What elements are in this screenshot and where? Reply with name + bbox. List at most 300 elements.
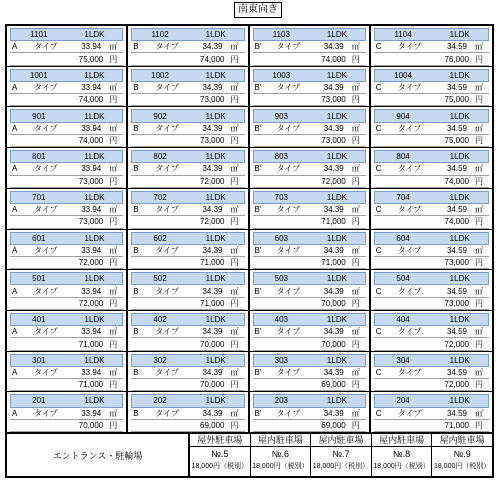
area-unit: ㎡ bbox=[230, 164, 239, 174]
type-code: A bbox=[12, 408, 18, 418]
unit-cell bbox=[371, 392, 492, 432]
room-number: 204 bbox=[396, 396, 410, 406]
type-label: タイプ bbox=[34, 245, 58, 255]
unit-rent-row bbox=[10, 298, 123, 310]
unit-type-row bbox=[10, 285, 123, 297]
area-unit: ㎡ bbox=[230, 205, 239, 215]
layout-type: 1LDK bbox=[326, 111, 347, 121]
rent-amount: 73,000 bbox=[78, 176, 104, 186]
yen-unit: 円 bbox=[351, 135, 360, 145]
room-number: 203 bbox=[274, 396, 288, 406]
unit-rent-row bbox=[131, 53, 244, 65]
type-code: C bbox=[375, 83, 382, 93]
type-label: タイプ bbox=[276, 286, 301, 296]
unit-type-row bbox=[131, 245, 244, 257]
unit-cell bbox=[7, 392, 126, 432]
rent-amount: 74,000 bbox=[321, 54, 346, 64]
type-label: タイプ bbox=[397, 83, 422, 93]
area-unit: ㎡ bbox=[475, 327, 483, 337]
yen-unit: 円 bbox=[475, 380, 483, 390]
area-unit: ㎡ bbox=[351, 205, 360, 215]
unit-rent-row bbox=[10, 135, 123, 147]
parking-space bbox=[311, 434, 372, 476]
room-number: 1101 bbox=[30, 30, 48, 40]
floor-area: 34.59 bbox=[446, 408, 467, 418]
room-number: 401 bbox=[32, 315, 46, 325]
rent-amount: 72,000 bbox=[444, 339, 469, 349]
unit-cell bbox=[128, 107, 247, 148]
rent-amount: 69,000 bbox=[321, 420, 346, 430]
layout-type: 1LDK bbox=[84, 192, 105, 202]
unit-type-row bbox=[374, 123, 489, 135]
unit-type-row bbox=[253, 408, 366, 420]
yen-unit: 円 bbox=[109, 176, 118, 186]
unit-header bbox=[131, 28, 244, 41]
unit-header bbox=[374, 69, 489, 82]
type-code: A bbox=[12, 327, 18, 337]
layout-type: 1LDK bbox=[84, 152, 105, 162]
unit-header bbox=[131, 272, 244, 285]
unit-type-row bbox=[10, 245, 123, 257]
parking-price: 18,000円（税別） bbox=[312, 463, 370, 470]
area-unit: ㎡ bbox=[109, 83, 118, 93]
unit-type-row bbox=[374, 326, 489, 338]
type-code: B' bbox=[254, 83, 262, 93]
floor-area: 33.94 bbox=[81, 245, 102, 255]
room-number: 402 bbox=[153, 315, 167, 325]
type-label: タイプ bbox=[155, 408, 179, 418]
floor-area: 34.59 bbox=[446, 164, 467, 174]
unit-cell bbox=[7, 270, 126, 311]
type-label: タイプ bbox=[397, 408, 422, 418]
floor-area: 34.39 bbox=[323, 245, 344, 255]
layout-type: 1LDK bbox=[449, 192, 470, 202]
yen-unit: 円 bbox=[475, 217, 483, 227]
unit-header bbox=[10, 354, 123, 367]
parking-space bbox=[190, 434, 251, 476]
area-unit: ㎡ bbox=[475, 164, 483, 174]
area-unit: ㎡ bbox=[109, 286, 118, 296]
rent-amount: 72,000 bbox=[200, 176, 225, 186]
area-unit: ㎡ bbox=[475, 205, 483, 215]
unit-cell bbox=[128, 189, 247, 230]
unit-header bbox=[10, 109, 123, 122]
rent-amount: 71,000 bbox=[78, 339, 104, 349]
room-number: 403 bbox=[274, 315, 288, 325]
yen-unit: 円 bbox=[475, 258, 483, 268]
unit-type-row bbox=[374, 163, 489, 175]
room-number: 504 bbox=[396, 274, 410, 284]
type-label: タイプ bbox=[276, 408, 301, 418]
yen-unit: 円 bbox=[475, 135, 483, 145]
area-unit: ㎡ bbox=[351, 327, 360, 337]
unit-grid bbox=[5, 24, 494, 434]
unit-cell bbox=[7, 230, 126, 271]
type-code: B' bbox=[254, 205, 262, 215]
unit-header bbox=[253, 28, 366, 41]
area-unit: ㎡ bbox=[230, 83, 239, 93]
area-unit: ㎡ bbox=[351, 42, 360, 52]
area-unit: ㎡ bbox=[475, 123, 483, 133]
type-label: タイプ bbox=[276, 245, 301, 255]
page-title: 南東向き bbox=[234, 2, 282, 18]
room-number: 603 bbox=[274, 233, 288, 243]
unit-rent-row bbox=[10, 257, 123, 269]
unit-header bbox=[10, 313, 123, 326]
unit-rent-row bbox=[10, 338, 123, 350]
yen-unit: 円 bbox=[351, 420, 360, 430]
type-code: B bbox=[133, 367, 139, 377]
unit-header bbox=[374, 354, 489, 367]
unit-rent-row bbox=[374, 94, 489, 106]
unit-rent-row bbox=[374, 216, 489, 228]
yen-unit: 円 bbox=[230, 339, 239, 349]
type-code: A bbox=[12, 286, 18, 296]
area-unit: ㎡ bbox=[230, 367, 239, 377]
type-code: B' bbox=[254, 245, 262, 255]
unit-cell bbox=[371, 26, 492, 67]
floor-area: 34.39 bbox=[202, 245, 223, 255]
unit-type-row bbox=[10, 123, 123, 135]
unit-cell bbox=[371, 270, 492, 311]
unit-rent-row bbox=[131, 176, 244, 188]
unit-cell bbox=[371, 67, 492, 108]
unit-type-row bbox=[10, 82, 123, 94]
layout-type: 1LDK bbox=[205, 396, 226, 406]
rent-amount: 75,000 bbox=[444, 95, 469, 105]
yen-unit: 円 bbox=[109, 298, 118, 308]
type-code: A bbox=[12, 42, 18, 52]
rent-amount: 74,000 bbox=[444, 217, 469, 227]
room-number: 701 bbox=[32, 192, 46, 202]
type-code: A bbox=[12, 164, 18, 174]
unit-header bbox=[374, 191, 489, 204]
unit-type-row bbox=[374, 82, 489, 94]
unit-header bbox=[131, 150, 244, 163]
unit-header bbox=[10, 272, 123, 285]
type-label: タイプ bbox=[276, 123, 301, 133]
unit-type-row bbox=[131, 367, 244, 379]
unit-column bbox=[7, 26, 128, 432]
yen-unit: 円 bbox=[475, 95, 483, 105]
room-number: 1102 bbox=[151, 30, 169, 40]
parking-label: 屋内駐車場 bbox=[432, 434, 492, 447]
unit-header bbox=[374, 232, 489, 245]
area-unit: ㎡ bbox=[109, 164, 118, 174]
rent-amount: 70,000 bbox=[200, 380, 225, 390]
yen-unit: 円 bbox=[230, 135, 239, 145]
unit-rent-row bbox=[253, 338, 366, 350]
unit-rent-row bbox=[374, 176, 489, 188]
area-unit: ㎡ bbox=[475, 286, 483, 296]
unit-header bbox=[131, 354, 244, 367]
unit-type-row bbox=[253, 285, 366, 297]
rent-amount: 73,000 bbox=[200, 135, 225, 145]
layout-type: 1LDK bbox=[326, 192, 347, 202]
unit-type-row bbox=[374, 41, 489, 53]
parking-space bbox=[432, 434, 492, 476]
floor-area: 33.94 bbox=[81, 367, 102, 377]
area-unit: ㎡ bbox=[351, 408, 360, 418]
type-code: A bbox=[12, 205, 18, 215]
unit-header bbox=[253, 232, 366, 245]
type-label: タイプ bbox=[155, 245, 179, 255]
floor-area: 33.94 bbox=[81, 164, 102, 174]
parking-number: №.6 bbox=[271, 449, 289, 459]
unit-cell bbox=[7, 67, 126, 108]
parking-number: №.7 bbox=[332, 449, 350, 459]
floor-area: 34.39 bbox=[323, 327, 344, 337]
type-label: タイプ bbox=[155, 327, 179, 337]
layout-type: 1LDK bbox=[449, 111, 470, 121]
yen-unit: 円 bbox=[230, 217, 239, 227]
unit-rent-row bbox=[374, 135, 489, 147]
type-code: B' bbox=[254, 367, 262, 377]
type-label: タイプ bbox=[276, 367, 301, 377]
unit-type-row bbox=[253, 326, 366, 338]
unit-header bbox=[374, 28, 489, 41]
area-unit: ㎡ bbox=[475, 245, 483, 255]
yen-unit: 円 bbox=[109, 380, 118, 390]
unit-cell bbox=[250, 26, 369, 67]
unit-cell bbox=[7, 26, 126, 67]
unit-rent-row bbox=[374, 379, 489, 391]
yen-unit: 円 bbox=[351, 380, 360, 390]
floor-area: 33.94 bbox=[81, 408, 102, 418]
unit-cell bbox=[250, 352, 369, 393]
floor-area: 34.39 bbox=[202, 42, 223, 52]
yen-unit: 円 bbox=[475, 298, 483, 308]
unit-header bbox=[131, 69, 244, 82]
area-unit: ㎡ bbox=[351, 286, 360, 296]
yen-unit: 円 bbox=[109, 54, 118, 64]
type-code: B bbox=[133, 286, 139, 296]
unit-cell bbox=[371, 230, 492, 271]
floor-area: 34.59 bbox=[446, 205, 467, 215]
type-label: タイプ bbox=[34, 42, 58, 52]
unit-rent-row bbox=[131, 338, 244, 350]
rent-amount: 73,000 bbox=[200, 95, 225, 105]
unit-header bbox=[253, 394, 366, 407]
unit-header bbox=[253, 109, 366, 122]
unit-header bbox=[131, 394, 244, 407]
unit-rent-row bbox=[253, 135, 366, 147]
rent-amount: 72,000 bbox=[200, 217, 225, 227]
layout-type: 1LDK bbox=[205, 111, 226, 121]
unit-type-row bbox=[131, 204, 244, 216]
unit-cell bbox=[128, 352, 247, 393]
room-number: 804 bbox=[396, 152, 410, 162]
yen-unit: 円 bbox=[230, 420, 239, 430]
rent-amount: 70,000 bbox=[78, 420, 104, 430]
type-label: タイプ bbox=[34, 286, 58, 296]
floor-area: 33.94 bbox=[81, 327, 102, 337]
rent-amount: 74,000 bbox=[78, 95, 104, 105]
type-label: タイプ bbox=[155, 367, 179, 377]
rent-amount: 69,000 bbox=[200, 420, 225, 430]
floor-area: 33.94 bbox=[81, 286, 102, 296]
layout-type: 1LDK bbox=[326, 396, 347, 406]
unit-header bbox=[253, 313, 366, 326]
unit-rent-row bbox=[131, 135, 244, 147]
room-number: 304 bbox=[396, 355, 410, 365]
unit-cell bbox=[250, 270, 369, 311]
type-label: タイプ bbox=[276, 205, 301, 215]
unit-rent-row bbox=[374, 298, 489, 310]
area-unit: ㎡ bbox=[230, 408, 239, 418]
area-unit: ㎡ bbox=[351, 367, 360, 377]
unit-rent-row bbox=[10, 94, 123, 106]
layout-type: 1LDK bbox=[84, 70, 105, 80]
unit-type-row bbox=[10, 41, 123, 53]
unit-header bbox=[10, 69, 123, 82]
rent-amount: 72,000 bbox=[444, 380, 469, 390]
type-code: C bbox=[375, 327, 382, 337]
unit-header bbox=[10, 150, 123, 163]
rent-amount: 73,000 bbox=[78, 217, 104, 227]
unit-header bbox=[374, 394, 489, 407]
unit-column bbox=[250, 26, 371, 432]
unit-type-row bbox=[374, 367, 489, 379]
unit-rent-row bbox=[10, 216, 123, 228]
room-number: 1002 bbox=[151, 70, 169, 80]
rent-amount: 74,000 bbox=[200, 54, 225, 64]
floor-area: 34.39 bbox=[323, 286, 344, 296]
room-number: 503 bbox=[274, 274, 288, 284]
unit-rent-row bbox=[253, 216, 366, 228]
layout-type: 1LDK bbox=[205, 233, 226, 243]
layout-type: 1LDK bbox=[449, 152, 470, 162]
unit-cell bbox=[128, 311, 247, 352]
unit-type-row bbox=[253, 41, 366, 53]
layout-type: 1LDK bbox=[449, 396, 470, 406]
unit-type-row bbox=[253, 245, 366, 257]
type-code: B' bbox=[254, 286, 262, 296]
layout-type: 1LDK bbox=[205, 30, 226, 40]
unit-type-row bbox=[253, 163, 366, 175]
type-code: B bbox=[133, 327, 139, 337]
unit-type-row bbox=[131, 163, 244, 175]
unit-type-row bbox=[10, 204, 123, 216]
type-label: タイプ bbox=[34, 205, 58, 215]
unit-type-row bbox=[374, 245, 489, 257]
type-label: タイプ bbox=[34, 367, 58, 377]
unit-rent-row bbox=[131, 420, 244, 432]
unit-type-row bbox=[10, 326, 123, 338]
rent-amount: 70,000 bbox=[321, 339, 346, 349]
unit-rent-row bbox=[253, 176, 366, 188]
type-label: タイプ bbox=[34, 164, 58, 174]
yen-unit: 円 bbox=[475, 420, 483, 430]
rent-amount: 71,000 bbox=[444, 420, 469, 430]
type-label: タイプ bbox=[397, 123, 422, 133]
unit-header bbox=[253, 354, 366, 367]
type-label: タイプ bbox=[397, 286, 422, 296]
unit-cell bbox=[250, 67, 369, 108]
parking-number: №.8 bbox=[392, 449, 411, 459]
type-label: タイプ bbox=[34, 327, 58, 337]
floor-area: 34.39 bbox=[323, 42, 344, 52]
rent-amount: 71,000 bbox=[321, 217, 346, 227]
unit-cell bbox=[250, 107, 369, 148]
unit-rent-row bbox=[253, 257, 366, 269]
type-code: B' bbox=[254, 327, 262, 337]
unit-cell bbox=[7, 189, 126, 230]
floor-area: 34.59 bbox=[446, 367, 467, 377]
yen-unit: 円 bbox=[230, 380, 239, 390]
area-unit: ㎡ bbox=[351, 245, 360, 255]
area-unit: ㎡ bbox=[230, 42, 239, 52]
floor-area: 34.39 bbox=[323, 123, 344, 133]
type-code: A bbox=[12, 245, 18, 255]
yen-unit: 円 bbox=[230, 54, 239, 64]
yen-unit: 円 bbox=[109, 420, 118, 430]
area-unit: ㎡ bbox=[351, 83, 360, 93]
rent-amount: 75,000 bbox=[78, 54, 104, 64]
rent-amount: 76,000 bbox=[444, 54, 469, 64]
area-unit: ㎡ bbox=[109, 367, 118, 377]
layout-type: 1LDK bbox=[205, 274, 226, 284]
unit-header bbox=[253, 69, 366, 82]
layout-type: 1LDK bbox=[84, 30, 105, 40]
unit-cell bbox=[7, 107, 126, 148]
floor-area: 34.39 bbox=[323, 83, 344, 93]
rent-amount: 71,000 bbox=[200, 258, 225, 268]
room-number: 201 bbox=[32, 396, 46, 406]
yen-unit: 円 bbox=[230, 176, 239, 186]
floor-area: 34.39 bbox=[202, 408, 223, 418]
unit-header bbox=[131, 191, 244, 204]
unit-cell bbox=[371, 352, 492, 393]
floor-area: 34.39 bbox=[202, 205, 223, 215]
layout-type: 1LDK bbox=[449, 30, 470, 40]
unit-cell bbox=[250, 311, 369, 352]
type-code: B bbox=[133, 123, 139, 133]
rent-amount: 71,000 bbox=[200, 298, 225, 308]
floor-area: 34.59 bbox=[446, 123, 467, 133]
rent-amount: 75,000 bbox=[444, 135, 469, 145]
type-code: C bbox=[375, 123, 382, 133]
floor-area: 34.39 bbox=[323, 164, 344, 174]
layout-type: 1LDK bbox=[205, 355, 226, 365]
unit-type-row bbox=[253, 123, 366, 135]
unit-header bbox=[374, 109, 489, 122]
room-number: 803 bbox=[274, 152, 288, 162]
unit-header bbox=[253, 191, 366, 204]
unit-cell bbox=[371, 107, 492, 148]
unit-rent-row bbox=[253, 94, 366, 106]
unit-type-row bbox=[131, 41, 244, 53]
unit-rent-row bbox=[131, 94, 244, 106]
unit-header bbox=[10, 191, 123, 204]
unit-type-row bbox=[131, 82, 244, 94]
type-label: タイプ bbox=[155, 205, 179, 215]
layout-type: 1LDK bbox=[205, 70, 226, 80]
floor-plan-sheet bbox=[5, 0, 494, 478]
unit-cell bbox=[128, 392, 247, 432]
room-number: 1103 bbox=[272, 30, 290, 40]
floor-area: 34.39 bbox=[202, 164, 223, 174]
area-unit: ㎡ bbox=[230, 123, 239, 133]
unit-type-row bbox=[131, 326, 244, 338]
unit-header bbox=[131, 313, 244, 326]
layout-type: 1LDK bbox=[449, 274, 470, 284]
room-number: 904 bbox=[396, 111, 410, 121]
unit-cell bbox=[250, 392, 369, 432]
room-number: 702 bbox=[153, 192, 167, 202]
layout-type: 1LDK bbox=[205, 315, 226, 325]
unit-rent-row bbox=[374, 420, 489, 432]
